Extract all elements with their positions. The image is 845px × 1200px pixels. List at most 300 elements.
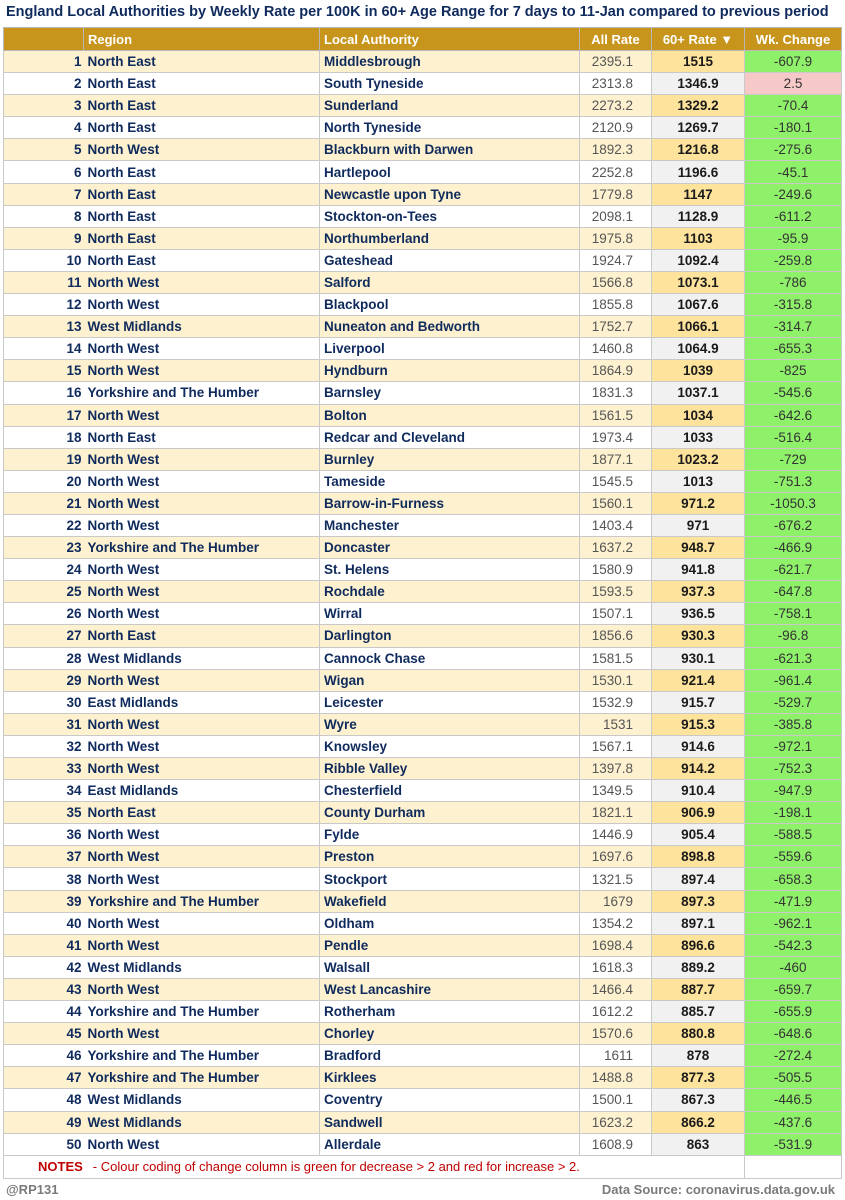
rank-cell: 23 bbox=[4, 537, 84, 559]
local-authority-cell: Gateshead bbox=[320, 249, 580, 271]
rank-cell: 42 bbox=[4, 956, 84, 978]
weekly-change-cell: -961.4 bbox=[745, 669, 842, 691]
table-row bbox=[4, 183, 842, 205]
weekly-change-cell: -505.5 bbox=[745, 1067, 842, 1089]
region-cell: North East bbox=[84, 161, 320, 183]
rate-60plus-cell: 930.3 bbox=[652, 625, 745, 647]
local-authority-cell: Rochdale bbox=[320, 581, 580, 603]
region-cell: North West bbox=[84, 360, 320, 382]
rank-cell: 12 bbox=[4, 294, 84, 316]
rank-cell: 20 bbox=[4, 470, 84, 492]
table-row bbox=[4, 1023, 842, 1045]
weekly-change-cell: -95.9 bbox=[745, 227, 842, 249]
rate-60plus-cell: 1033 bbox=[652, 426, 745, 448]
rate-60plus-cell: 1039 bbox=[652, 360, 745, 382]
local-authority-cell: Doncaster bbox=[320, 537, 580, 559]
table-row bbox=[4, 956, 842, 978]
all-rate-cell: 1507.1 bbox=[580, 603, 652, 625]
all-rate-cell: 1567.1 bbox=[580, 735, 652, 757]
rate-60plus-cell: 1067.6 bbox=[652, 294, 745, 316]
table-row bbox=[4, 470, 842, 492]
rate-60plus-cell: 930.1 bbox=[652, 647, 745, 669]
all-rate-cell: 1530.1 bbox=[580, 669, 652, 691]
weekly-change-cell: -659.7 bbox=[745, 978, 842, 1000]
rate-60plus-cell: 1066.1 bbox=[652, 316, 745, 338]
table-row bbox=[4, 139, 842, 161]
weekly-change-cell: -947.9 bbox=[745, 780, 842, 802]
local-authority-cell: Darlington bbox=[320, 625, 580, 647]
all-rate-cell: 1561.5 bbox=[580, 404, 652, 426]
local-authority-cell: St. Helens bbox=[320, 559, 580, 581]
local-authority-cell: Ribble Valley bbox=[320, 758, 580, 780]
table-row bbox=[4, 1067, 842, 1089]
region-cell: North West bbox=[84, 1133, 320, 1155]
rank-cell: 29 bbox=[4, 669, 84, 691]
region-cell: North East bbox=[84, 117, 320, 139]
region-cell: West Midlands bbox=[84, 1111, 320, 1133]
rate-60plus-cell: 1147 bbox=[652, 183, 745, 205]
rate-60plus-cell: 915.3 bbox=[652, 713, 745, 735]
rate-60plus-cell: 889.2 bbox=[652, 956, 745, 978]
region-cell: North West bbox=[84, 978, 320, 1000]
local-authority-cell: North Tyneside bbox=[320, 117, 580, 139]
rank-cell: 17 bbox=[4, 404, 84, 426]
table-row bbox=[4, 625, 842, 647]
weekly-change-cell: -621.3 bbox=[745, 647, 842, 669]
local-authority-cell: Pendle bbox=[320, 934, 580, 956]
rate-60plus-cell: 1515 bbox=[652, 51, 745, 73]
region-cell: North West bbox=[84, 271, 320, 293]
table-row bbox=[4, 161, 842, 183]
region-cell: Yorkshire and The Humber bbox=[84, 890, 320, 912]
rank-header bbox=[4, 28, 84, 51]
all-rate-cell: 1321.5 bbox=[580, 868, 652, 890]
local-authority-cell: Oldham bbox=[320, 912, 580, 934]
all-rate-cell: 1466.4 bbox=[580, 978, 652, 1000]
weekly-change-cell: -249.6 bbox=[745, 183, 842, 205]
all-rate-cell: 1488.8 bbox=[580, 1067, 652, 1089]
region-cell: North West bbox=[84, 404, 320, 426]
rank-cell: 35 bbox=[4, 802, 84, 824]
local-authority-cell: Rotherham bbox=[320, 1001, 580, 1023]
weekly-change-cell: -70.4 bbox=[745, 95, 842, 117]
local-authority-cell: Fylde bbox=[320, 824, 580, 846]
local-authority-cell: Sunderland bbox=[320, 95, 580, 117]
rank-cell: 14 bbox=[4, 338, 84, 360]
rank-cell: 13 bbox=[4, 316, 84, 338]
rank-cell: 5 bbox=[4, 139, 84, 161]
rank-cell: 8 bbox=[4, 205, 84, 227]
table-row bbox=[4, 780, 842, 802]
table-row bbox=[4, 1001, 842, 1023]
region-cell: North West bbox=[84, 758, 320, 780]
all-rate-cell: 1856.6 bbox=[580, 625, 652, 647]
all-rate-cell: 2273.2 bbox=[580, 95, 652, 117]
rank-cell: 18 bbox=[4, 426, 84, 448]
rate-60plus-cell: 937.3 bbox=[652, 581, 745, 603]
weekly-change-cell: -531.9 bbox=[745, 1133, 842, 1155]
region-cell: North West bbox=[84, 669, 320, 691]
all-rate-cell: 1698.4 bbox=[580, 934, 652, 956]
region-cell: North West bbox=[84, 514, 320, 536]
rank-cell: 36 bbox=[4, 824, 84, 846]
rank-cell: 31 bbox=[4, 713, 84, 735]
rate-60plus-cell: 880.8 bbox=[652, 1023, 745, 1045]
all-rate-cell: 1924.7 bbox=[580, 249, 652, 271]
all-rate-cell: 2313.8 bbox=[580, 73, 652, 95]
local-authority-cell: West Lancashire bbox=[320, 978, 580, 1000]
table-row bbox=[4, 691, 842, 713]
table-row bbox=[4, 978, 842, 1000]
weekly-change-cell: -825 bbox=[745, 360, 842, 382]
rate-60plus-cell: 885.7 bbox=[652, 1001, 745, 1023]
all-rate-cell: 2098.1 bbox=[580, 205, 652, 227]
local-authority-cell: Walsall bbox=[320, 956, 580, 978]
all-rate-cell: 1679 bbox=[580, 890, 652, 912]
table-row bbox=[4, 294, 842, 316]
weekly-change-cell: -385.8 bbox=[745, 713, 842, 735]
rate-60plus-cell: 897.1 bbox=[652, 912, 745, 934]
rank-cell: 40 bbox=[4, 912, 84, 934]
region-cell: North West bbox=[84, 581, 320, 603]
region-cell: North West bbox=[84, 868, 320, 890]
rate-60plus-cell: 941.8 bbox=[652, 559, 745, 581]
region-cell: North West bbox=[84, 713, 320, 735]
table-row bbox=[4, 227, 842, 249]
notes-empty-cell bbox=[745, 1155, 842, 1178]
rank-cell: 45 bbox=[4, 1023, 84, 1045]
all-rate-cell: 1566.8 bbox=[580, 271, 652, 293]
table-row bbox=[4, 316, 842, 338]
rate-60plus-cell: 878 bbox=[652, 1045, 745, 1067]
rate-60plus-cell: 1092.4 bbox=[652, 249, 745, 271]
local-authority-cell: Stockport bbox=[320, 868, 580, 890]
rank-cell: 28 bbox=[4, 647, 84, 669]
table-row bbox=[4, 205, 842, 227]
local-authority-cell: Chorley bbox=[320, 1023, 580, 1045]
all-rate-cell: 1403.4 bbox=[580, 514, 652, 536]
weekly-change-cell: -758.1 bbox=[745, 603, 842, 625]
table-row bbox=[4, 514, 842, 536]
weekly-change-cell: -96.8 bbox=[745, 625, 842, 647]
weekly-change-cell: -729 bbox=[745, 448, 842, 470]
rank-cell: 19 bbox=[4, 448, 84, 470]
all-rate-cell: 1545.5 bbox=[580, 470, 652, 492]
all-rate-cell: 2120.9 bbox=[580, 117, 652, 139]
region-cell: North East bbox=[84, 426, 320, 448]
all-rate-cell: 1593.5 bbox=[580, 581, 652, 603]
table-row bbox=[4, 249, 842, 271]
rate-60plus-cell: 1037.1 bbox=[652, 382, 745, 404]
table-row bbox=[4, 758, 842, 780]
rate-60plus-cell: 866.2 bbox=[652, 1111, 745, 1133]
region-cell: North West bbox=[84, 603, 320, 625]
all-rate-cell: 1349.5 bbox=[580, 780, 652, 802]
region-cell: North East bbox=[84, 205, 320, 227]
all-rate-cell: 1697.6 bbox=[580, 846, 652, 868]
local-authority-cell: Sandwell bbox=[320, 1111, 580, 1133]
all-rate-cell: 1460.8 bbox=[580, 338, 652, 360]
rank-cell: 22 bbox=[4, 514, 84, 536]
local-authority-cell: Knowsley bbox=[320, 735, 580, 757]
rank-cell: 37 bbox=[4, 846, 84, 868]
table-row bbox=[4, 802, 842, 824]
region-cell: Yorkshire and The Humber bbox=[84, 537, 320, 559]
table-row bbox=[4, 338, 842, 360]
all-rate-cell: 1864.9 bbox=[580, 360, 652, 382]
rank-cell: 50 bbox=[4, 1133, 84, 1155]
region-cell: West Midlands bbox=[84, 956, 320, 978]
local-authority-cell: Burnley bbox=[320, 448, 580, 470]
all-rate-cell: 1581.5 bbox=[580, 647, 652, 669]
rank-cell: 11 bbox=[4, 271, 84, 293]
table-row bbox=[4, 824, 842, 846]
rate-60plus-cell: 1023.2 bbox=[652, 448, 745, 470]
weekly-change-cell: -272.4 bbox=[745, 1045, 842, 1067]
table-row bbox=[4, 1089, 842, 1111]
region-cell: North East bbox=[84, 73, 320, 95]
weekly-change-cell: -314.7 bbox=[745, 316, 842, 338]
weekly-change-cell: -516.4 bbox=[745, 426, 842, 448]
local-authority-cell: Nuneaton and Bedworth bbox=[320, 316, 580, 338]
local-authority-cell: Leicester bbox=[320, 691, 580, 713]
local-authority-cell: Manchester bbox=[320, 514, 580, 536]
weekly-change-cell: -446.5 bbox=[745, 1089, 842, 1111]
all-rate-cell: 1532.9 bbox=[580, 691, 652, 713]
local-authority-cell: Liverpool bbox=[320, 338, 580, 360]
region-cell: North West bbox=[84, 1023, 320, 1045]
region-cell: North East bbox=[84, 95, 320, 117]
region-cell: Yorkshire and The Humber bbox=[84, 1001, 320, 1023]
all-rate-header[interactable]: All Rate bbox=[580, 28, 652, 51]
rate-60plus-cell: 1103 bbox=[652, 227, 745, 249]
rank-cell: 4 bbox=[4, 117, 84, 139]
table-row bbox=[4, 735, 842, 757]
local-authority-cell: Cannock Chase bbox=[320, 647, 580, 669]
region-cell: North West bbox=[84, 448, 320, 470]
rate-60plus-cell: 921.4 bbox=[652, 669, 745, 691]
weekly-change-cell: -198.1 bbox=[745, 802, 842, 824]
weekly-change-cell: -180.1 bbox=[745, 117, 842, 139]
all-rate-cell: 1623.2 bbox=[580, 1111, 652, 1133]
weekly-change-cell: -1050.3 bbox=[745, 492, 842, 514]
local-authority-cell: County Durham bbox=[320, 802, 580, 824]
rank-cell: 47 bbox=[4, 1067, 84, 1089]
all-rate-cell: 1831.3 bbox=[580, 382, 652, 404]
notes-row bbox=[4, 1155, 842, 1178]
local-authority-cell: Preston bbox=[320, 846, 580, 868]
all-rate-cell: 1975.8 bbox=[580, 227, 652, 249]
region-cell: North West bbox=[84, 492, 320, 514]
weekly-change-cell: -786 bbox=[745, 271, 842, 293]
rank-cell: 33 bbox=[4, 758, 84, 780]
all-rate-cell: 1608.9 bbox=[580, 1133, 652, 1155]
all-rate-cell: 1855.8 bbox=[580, 294, 652, 316]
region-cell: North West bbox=[84, 846, 320, 868]
local-authority-cell: Chesterfield bbox=[320, 780, 580, 802]
rate-60plus-cell: 936.5 bbox=[652, 603, 745, 625]
table-row bbox=[4, 1111, 842, 1133]
rate-60plus-cell: 971 bbox=[652, 514, 745, 536]
rate-60plus-cell: 914.6 bbox=[652, 735, 745, 757]
weekly-change-cell: -529.7 bbox=[745, 691, 842, 713]
region-cell: North West bbox=[84, 338, 320, 360]
table-row bbox=[4, 360, 842, 382]
weekly-change-header[interactable]: Wk. Change bbox=[745, 28, 842, 51]
local-authority-cell: Coventry bbox=[320, 1089, 580, 1111]
header-row bbox=[4, 28, 842, 51]
weekly-change-cell: -611.2 bbox=[745, 205, 842, 227]
rank-cell: 43 bbox=[4, 978, 84, 1000]
table-row bbox=[4, 581, 842, 603]
local-authority-cell: Wigan bbox=[320, 669, 580, 691]
weekly-change-cell: -259.8 bbox=[745, 249, 842, 271]
all-rate-cell: 1354.2 bbox=[580, 912, 652, 934]
local-authority-cell: Wakefield bbox=[320, 890, 580, 912]
weekly-change-cell: -466.9 bbox=[745, 537, 842, 559]
rank-cell: 24 bbox=[4, 559, 84, 581]
weekly-change-cell: -315.8 bbox=[745, 294, 842, 316]
weekly-change-cell: -655.9 bbox=[745, 1001, 842, 1023]
table-row bbox=[4, 1045, 842, 1067]
region-cell: North East bbox=[84, 625, 320, 647]
notes-text: - Colour coding of change column is green for decrease > 2 and red for increase > 2. bbox=[92, 1159, 580, 1175]
rate-60plus-cell: 1196.6 bbox=[652, 161, 745, 183]
rank-cell: 25 bbox=[4, 581, 84, 603]
local-authority-cell: Redcar and Cleveland bbox=[320, 426, 580, 448]
rate-60plus-cell: 910.4 bbox=[652, 780, 745, 802]
table-row bbox=[4, 382, 842, 404]
rate-60plus-cell: 1013 bbox=[652, 470, 745, 492]
rank-cell: 48 bbox=[4, 1089, 84, 1111]
rate-60plus-cell: 887.7 bbox=[652, 978, 745, 1000]
region-cell: North West bbox=[84, 470, 320, 492]
rate-60plus-cell: 906.9 bbox=[652, 802, 745, 824]
table-row bbox=[4, 537, 842, 559]
local-authority-cell: Salford bbox=[320, 271, 580, 293]
region-cell: North East bbox=[84, 183, 320, 205]
rank-cell: 2 bbox=[4, 73, 84, 95]
weekly-change-cell: -275.6 bbox=[745, 139, 842, 161]
table-row bbox=[4, 492, 842, 514]
all-rate-cell: 1973.4 bbox=[580, 426, 652, 448]
weekly-change-cell: -751.3 bbox=[745, 470, 842, 492]
region-cell: North West bbox=[84, 912, 320, 934]
table-row bbox=[4, 95, 842, 117]
rate-60plus-cell: 1329.2 bbox=[652, 95, 745, 117]
all-rate-cell: 1752.7 bbox=[580, 316, 652, 338]
weekly-change-cell: -642.6 bbox=[745, 404, 842, 426]
rate-60plus-cell: 1128.9 bbox=[652, 205, 745, 227]
table-row bbox=[4, 73, 842, 95]
region-cell: North West bbox=[84, 294, 320, 316]
weekly-change-cell: -676.2 bbox=[745, 514, 842, 536]
rank-cell: 27 bbox=[4, 625, 84, 647]
all-rate-cell: 1580.9 bbox=[580, 559, 652, 581]
weekly-change-cell: -752.3 bbox=[745, 758, 842, 780]
data-source: Data Source: coronavirus.data.gov.uk bbox=[601, 1182, 835, 1197]
weekly-change-cell: -658.3 bbox=[745, 868, 842, 890]
weekly-change-cell: -471.9 bbox=[745, 890, 842, 912]
rate-60plus-cell: 867.3 bbox=[652, 1089, 745, 1111]
all-rate-cell: 1611 bbox=[580, 1045, 652, 1067]
local-authority-cell: South Tyneside bbox=[320, 73, 580, 95]
local-authority-cell: Barrow-in-Furness bbox=[320, 492, 580, 514]
rate-60plus-cell: 1034 bbox=[652, 404, 745, 426]
weekly-change-cell: -648.6 bbox=[745, 1023, 842, 1045]
region-cell: Yorkshire and The Humber bbox=[84, 382, 320, 404]
table-row bbox=[4, 647, 842, 669]
local-authority-cell: Wirral bbox=[320, 603, 580, 625]
weekly-change-cell: -437.6 bbox=[745, 1111, 842, 1133]
rank-cell: 3 bbox=[4, 95, 84, 117]
table-row bbox=[4, 713, 842, 735]
region-cell: East Midlands bbox=[84, 691, 320, 713]
rate-60plus-cell: 915.7 bbox=[652, 691, 745, 713]
all-rate-cell: 2252.8 bbox=[580, 161, 652, 183]
local-authority-header[interactable]: Local Authority bbox=[320, 28, 580, 51]
region-cell: North West bbox=[84, 139, 320, 161]
rate-60plus-cell: 948.7 bbox=[652, 537, 745, 559]
table-row bbox=[4, 890, 842, 912]
region-cell: North West bbox=[84, 934, 320, 956]
rate-60plus-cell: 896.6 bbox=[652, 934, 745, 956]
rate-60plus-cell: 1216.8 bbox=[652, 139, 745, 161]
all-rate-cell: 1500.1 bbox=[580, 1089, 652, 1111]
rate-60plus-cell: 897.3 bbox=[652, 890, 745, 912]
table-row bbox=[4, 426, 842, 448]
region-cell: North West bbox=[84, 559, 320, 581]
table-row bbox=[4, 1133, 842, 1155]
rates-table bbox=[3, 27, 842, 1179]
region-cell: West Midlands bbox=[84, 647, 320, 669]
rate-60plus-header[interactable]: 60+ Rate ▼ bbox=[652, 28, 745, 51]
local-authority-cell: Bradford bbox=[320, 1045, 580, 1067]
region-cell: East Midlands bbox=[84, 780, 320, 802]
weekly-change-cell: -460 bbox=[745, 956, 842, 978]
weekly-change-cell: -655.3 bbox=[745, 338, 842, 360]
local-authority-cell: Northumberland bbox=[320, 227, 580, 249]
region-cell: North East bbox=[84, 249, 320, 271]
rank-cell: 30 bbox=[4, 691, 84, 713]
rate-60plus-cell: 971.2 bbox=[652, 492, 745, 514]
region-cell: North West bbox=[84, 824, 320, 846]
region-cell: North East bbox=[84, 227, 320, 249]
region-header[interactable]: Region bbox=[84, 28, 320, 51]
weekly-change-cell: -545.6 bbox=[745, 382, 842, 404]
all-rate-cell: 1637.2 bbox=[580, 537, 652, 559]
notes-label: NOTES bbox=[38, 1159, 83, 1175]
local-authority-cell: Middlesbrough bbox=[320, 51, 580, 73]
all-rate-cell: 1821.1 bbox=[580, 802, 652, 824]
region-cell: North East bbox=[84, 802, 320, 824]
rate-60plus-cell: 877.3 bbox=[652, 1067, 745, 1089]
all-rate-cell: 1877.1 bbox=[580, 448, 652, 470]
weekly-change-cell: -647.8 bbox=[745, 581, 842, 603]
all-rate-cell: 1570.6 bbox=[580, 1023, 652, 1045]
table-row bbox=[4, 603, 842, 625]
region-cell: North West bbox=[84, 735, 320, 757]
rank-cell: 32 bbox=[4, 735, 84, 757]
weekly-change-cell: -559.6 bbox=[745, 846, 842, 868]
table-row bbox=[4, 868, 842, 890]
weekly-change-cell: -962.1 bbox=[745, 912, 842, 934]
rate-60plus-cell: 897.4 bbox=[652, 868, 745, 890]
all-rate-cell: 1779.8 bbox=[580, 183, 652, 205]
local-authority-cell: Stockton-on-Tees bbox=[320, 205, 580, 227]
table-row bbox=[4, 669, 842, 691]
rank-cell: 16 bbox=[4, 382, 84, 404]
